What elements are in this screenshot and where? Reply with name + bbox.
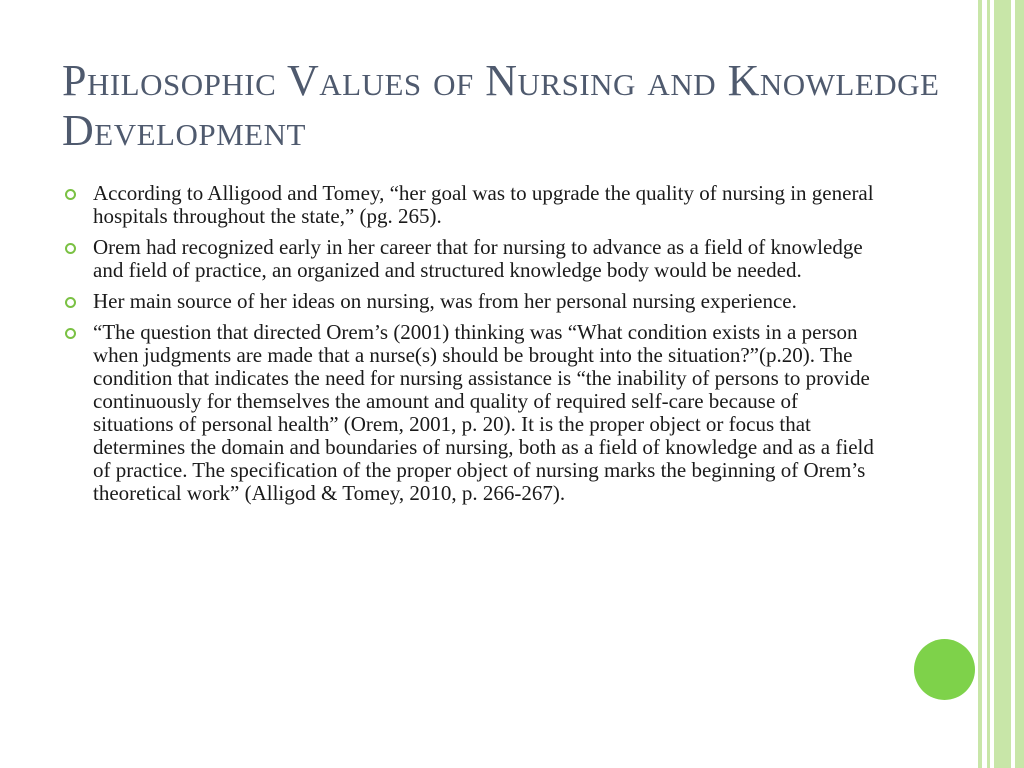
bullet-item: [62, 236, 882, 282]
bullet-circle-icon: [65, 328, 76, 339]
decorative-stripe: [1015, 0, 1024, 768]
bullet-circle-icon: [65, 297, 76, 308]
bullet-item: [62, 290, 882, 313]
decorative-stripe: [987, 0, 990, 768]
bullet-circle-icon: [65, 189, 76, 200]
bullet-item: [62, 321, 882, 505]
bullet-circle-icon: [65, 243, 76, 254]
decorative-circle: [914, 639, 975, 700]
bullet-item: [62, 182, 882, 228]
bullet-list: [62, 182, 882, 513]
bullet-text: According to Alligood and Tomey, “her goal was to upgrade the quality of nursing in general hospitals throughout the state,” (pg. 265).: [93, 181, 874, 228]
bullet-text: Orem had recognized early in her career that for nursing to advance as a field of knowledge and field of practice, an organized and structured knowledge body would be needed.: [93, 235, 863, 282]
bullet-text: “The question that directed Orem’s (2001) thinking was “What condition exists in a person when judgments are made that a nurse(s) should be brought into the situation?”(p.20). The condition that indicates the need for nursing assistance is “the inability of persons to provide continuously for themselves the amount and quality of required self-care because of situations of personal health” (Orem, 2001, p. 20). It is the proper object or focus that determines the domain and boundaries of nursing, both as a field of knowledge and as a field of practice. The specification of the proper object of nursing marks the beginning of Orem’s theoretical work” (Alligod & Tomey, 2010, p. 266-267).: [93, 320, 874, 505]
slide-title: Philosophic Values of Nursing and Knowledge Development: [62, 56, 940, 155]
decorative-stripe: [994, 0, 1011, 768]
decorative-stripe: [978, 0, 982, 768]
bullet-text: Her main source of her ideas on nursing, was from her personal nursing experience.: [93, 289, 797, 313]
